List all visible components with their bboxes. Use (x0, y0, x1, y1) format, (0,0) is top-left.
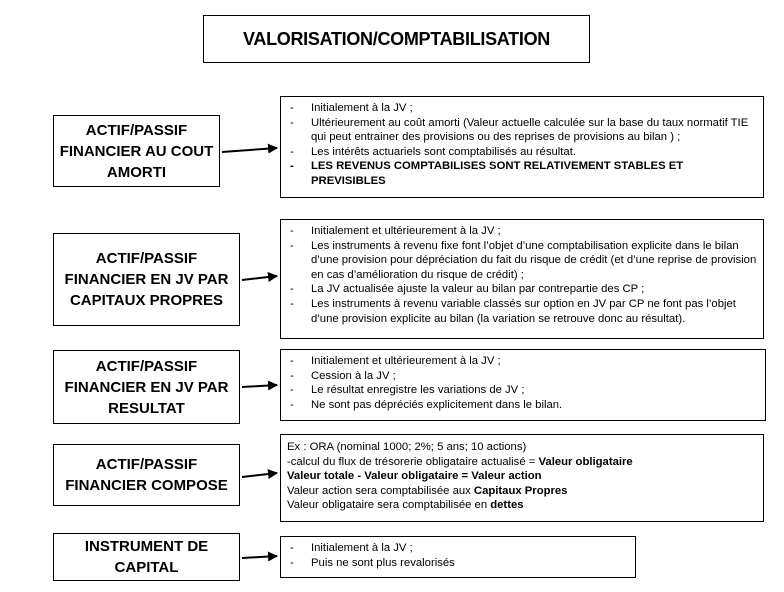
example-text-bold: Valeur obligataire (538, 455, 633, 468)
bullet-item: - Initialement et ultérieurement à la JV ; (287, 354, 759, 369)
example-text: Valeur obligataire sera comptabilisée en (287, 499, 491, 512)
bullet-item: - Les intérêts actuariels sont comptabilisés au résultat. (287, 145, 757, 160)
category-label-line: FINANCIER EN JV PAR (64, 378, 229, 396)
bullet-item: - Initialement et ultérieurement à la JV ; (287, 224, 757, 239)
category-label-line: ACTIF/PASSIF (85, 121, 188, 139)
category-label-line: CAPITAL (114, 559, 179, 576)
example-text-bold: Capitaux Propres (473, 484, 568, 497)
arrow-icon (242, 473, 277, 477)
bullet-item-bold: - LES REVENUS COMPTABILISES SONT RELATIVEMENT STABLES ET PREVISIBLES (287, 159, 757, 188)
bullet-item: - Cession à la JV ; (287, 369, 759, 384)
category-label-line: FINANCIER COMPOSE (65, 477, 228, 494)
category-label-line: INSTRUMENT DE (84, 538, 209, 555)
category-label-line: AMORTI (106, 163, 167, 181)
category-label-line: FINANCIER AU COUT (59, 142, 214, 160)
bullet-item: - Les instruments à revenu variable classés sur option en JV par CP ne font pas l’objet d’une provision explicite au bilan (la variation se retrouve donc au résultat). (287, 297, 757, 326)
category-label-line: RESULTAT (108, 399, 185, 417)
example-text: -calcul du flux de trésorerie obligataire actualisé = (287, 455, 539, 468)
bullet-item: - Le résultat enregistre les variations de JV ; (287, 383, 759, 398)
bullet-item: - Les instruments à revenu fixe font l’objet d’une comptabilisation explicite dans le bilan d’une provision pour dépréciation du fait du risque de crédit (et d’une reprise de provision en cas d’amélioration du risque de crédit) ; (287, 239, 757, 283)
bullet-item: - Initialement à la JV ; (287, 541, 629, 556)
diagram-title: VALORISATION/COMPTABILISATION (203, 15, 590, 63)
bullet-item: - La JV actualisée ajuste la valeur au bilan par contrepartie des CP ; (287, 282, 757, 297)
category-label-line: FINANCIER EN JV PAR (64, 271, 229, 288)
arrow-icon (222, 148, 277, 152)
example-text-bold: Valeur totale - Valeur obligataire = Valeur action (287, 470, 542, 483)
bullet-item: - Ne sont pas dépréciés explicitement dans le bilan. (287, 398, 759, 413)
category-label-line: ACTIF/PASSIF (95, 250, 198, 267)
arrow-icon (242, 276, 277, 280)
bullet-item: - Ultérieurement au coût amorti (Valeur actuelle calculée sur la base du taux normatif TIE qui peut entrainer des provisions ou des reprises de provisions au bilan ) ; (287, 116, 757, 145)
category-label-line: CAPITAUX PROPRES (69, 292, 224, 309)
arrow-icon (242, 385, 277, 387)
arrow-icon (242, 556, 277, 558)
example-text-bold: dettes (490, 499, 524, 512)
example-text: Valeur action sera comptabilisée aux (287, 484, 474, 497)
bullet-item: - Puis ne sont plus revalorisés (287, 556, 629, 571)
category-label-line: ACTIF/PASSIF (95, 456, 198, 473)
category-label-line: ACTIF/PASSIF (95, 357, 198, 375)
example-text: Ex : ORA (nominal 1000; 2%; 5 ans; 10 actions) (287, 441, 527, 453)
bullet-item: - Initialement à la JV ; (287, 101, 757, 116)
